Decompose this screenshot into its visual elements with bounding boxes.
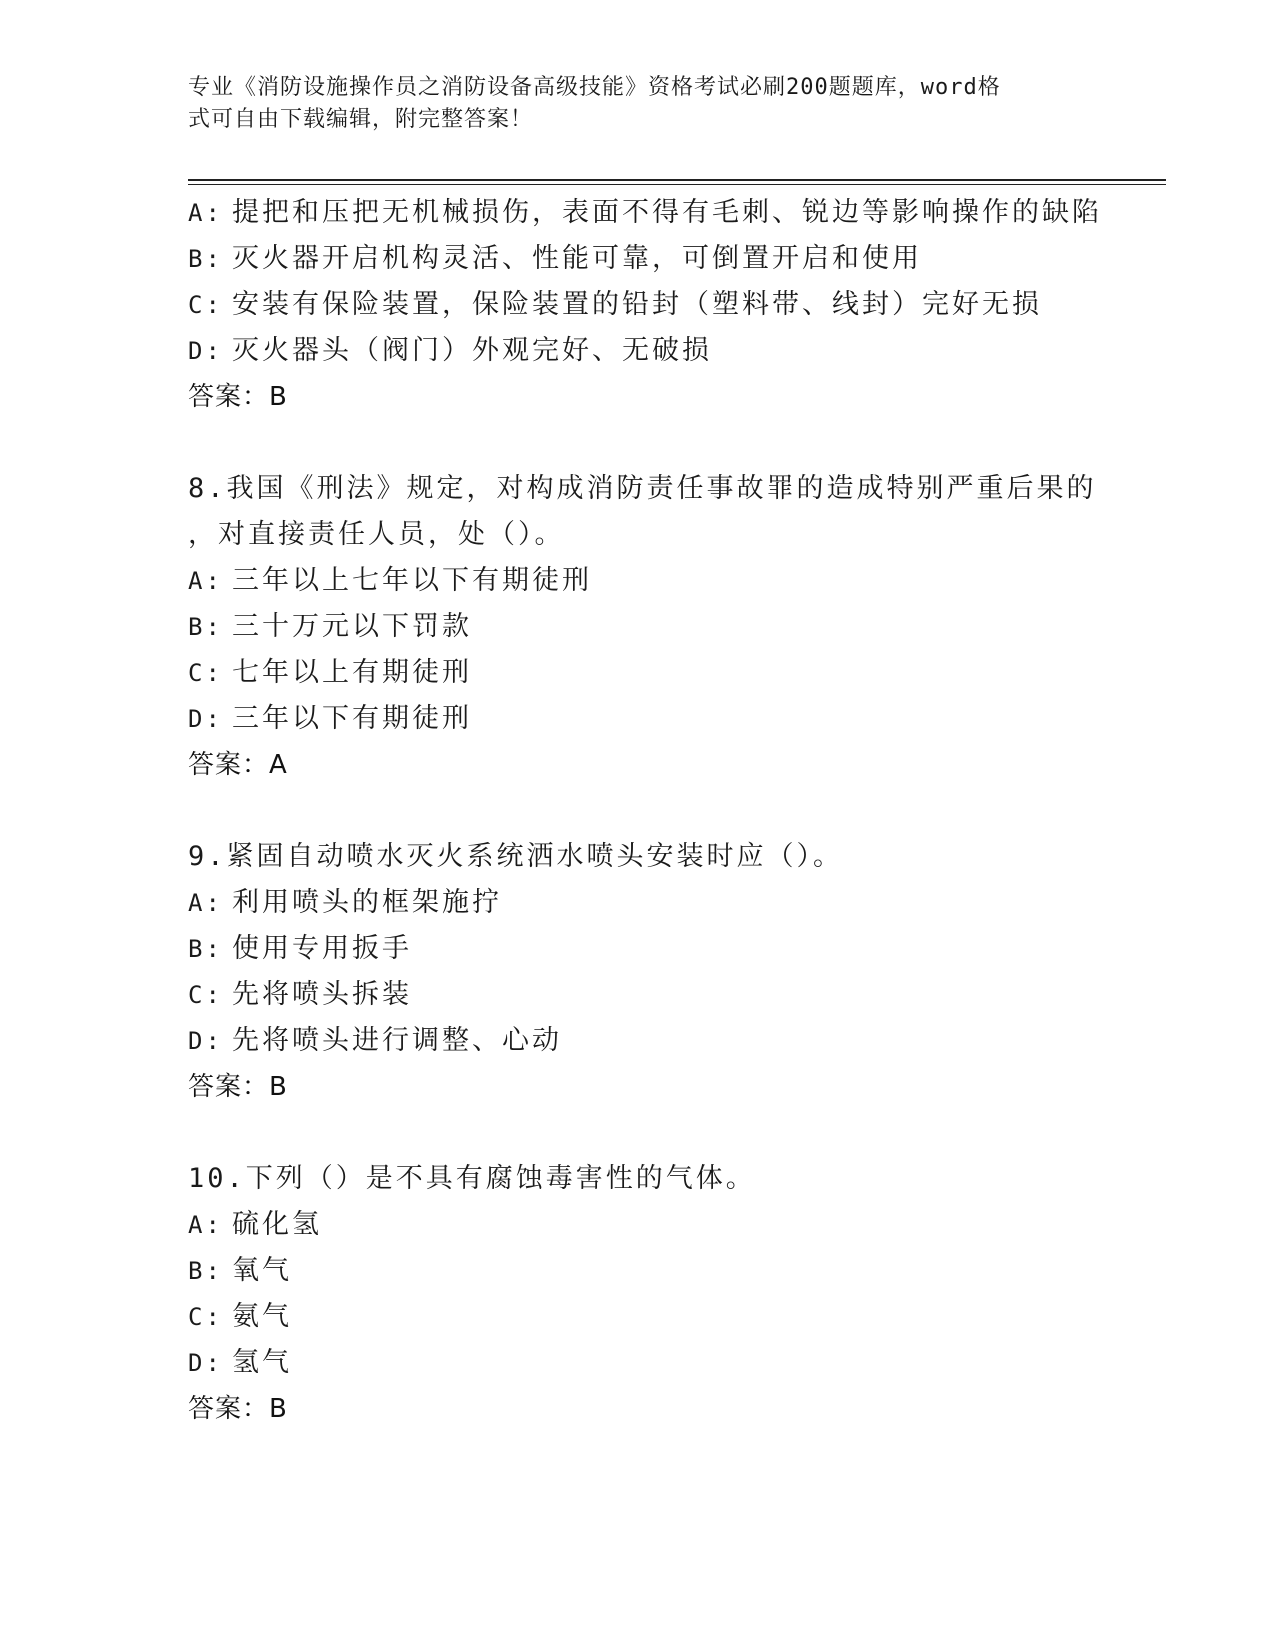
header-divider-thin [188,184,1166,185]
option-a: A: 利用喷头的框架施拧 [188,887,502,918]
option-d: D: 氢气 [188,1347,292,1378]
document-header [188,72,1068,136]
header-divider-thick [188,179,1166,181]
answer: 答案：B [188,1072,288,1102]
option-d: D: 三年以下有期徒刑 [188,703,472,734]
question-stem: 10.下列（）是不具有腐蚀毒害性的气体。 [188,1163,756,1194]
option-b: B: 三十万元以下罚款 [188,611,472,642]
option-c: C: 七年以上有期徒刑 [188,657,472,688]
option-c: C: 氨气 [188,1301,292,1332]
question-stem: 9.紧固自动喷水灭火系统洒水喷头安装时应（）。 [188,841,844,872]
option-c: C: 安装有保险装置，保险装置的铅封（塑料带、线封）完好无损 [188,289,1042,320]
option-b: B: 氧气 [188,1255,292,1286]
option-b: B: 灭火器开启机构灵活、性能可靠，可倒置开启和使用 [188,243,922,274]
option-a: A: 三年以上七年以下有期徒刑 [188,565,592,596]
question-stem-continued: ，对直接责任人员，处（）。 [188,519,565,550]
question-10 [188,1156,1148,1432]
question-8 [188,466,1148,788]
option-c: C: 先将喷头拆装 [188,979,412,1010]
option-d: D: 先将喷头进行调整、心动 [188,1025,562,1056]
answer: 答案：B [188,1394,288,1424]
answer: 答案：B [188,382,288,412]
header-line-2: 式可自由下载编辑，附完整答案！ [188,107,534,132]
option-a: A: 提把和压把无机械损伤，表面不得有毛刺、锐边等影响操作的缺陷 [188,197,1102,228]
option-a: A: 硫化氢 [188,1209,322,1240]
option-b: B: 使用专用扳手 [188,933,412,964]
question-list [188,190,1148,1432]
question-stem: 8.我国《刑法》规定，对构成消防责任事故罪的造成特别严重后果的 [188,473,1097,504]
answer: 答案：A [188,750,288,780]
question-9 [188,834,1148,1110]
question-7 [188,190,1148,420]
header-line-1: 专业《消防设施操作员之消防设备高级技能》资格考试必刷200题题库，word格 [188,75,1001,100]
option-d: D: 灭火器头（阀门）外观完好、无破损 [188,335,712,366]
